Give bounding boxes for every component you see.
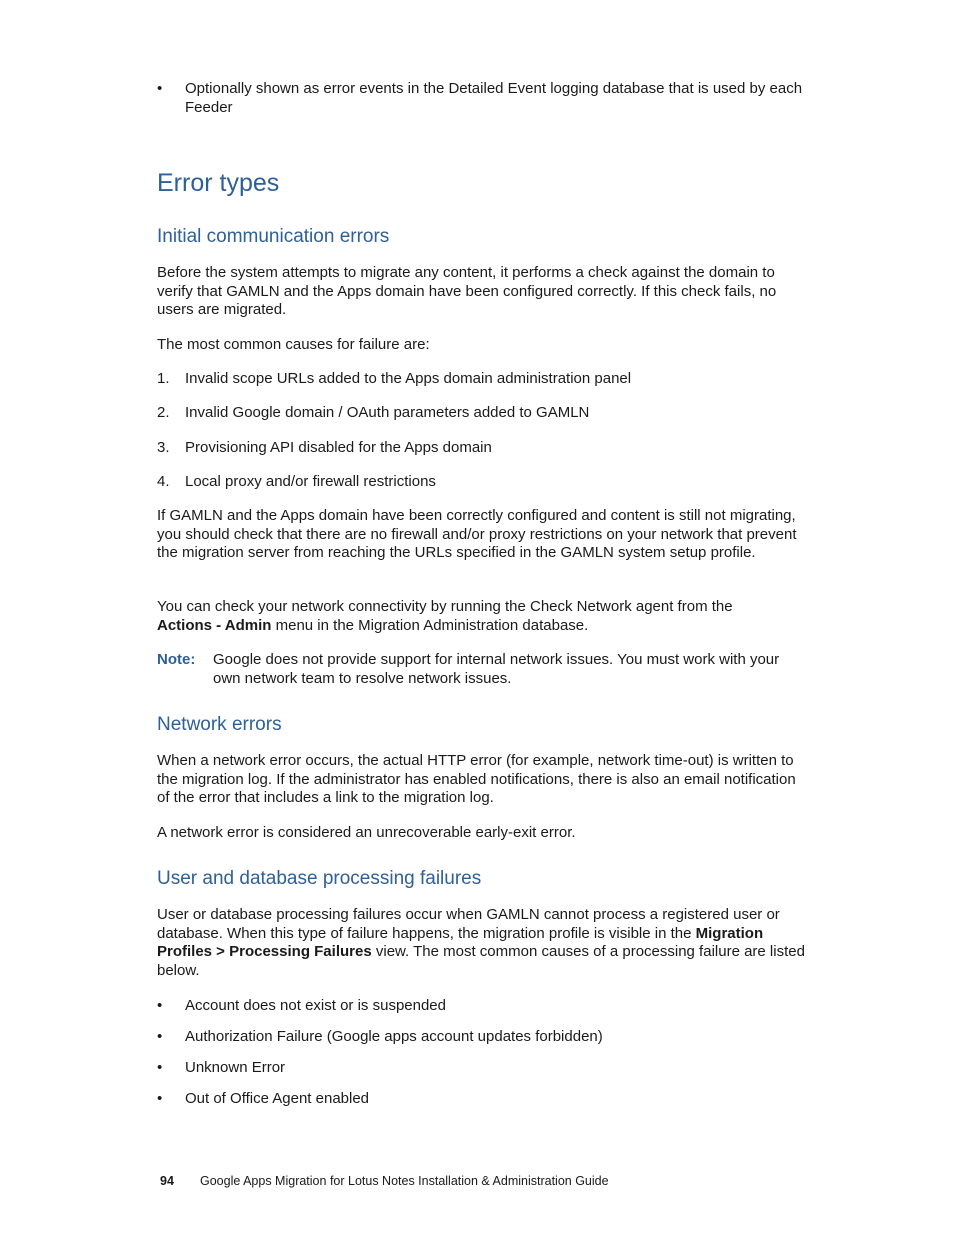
page-number: 94 [160, 1174, 174, 1188]
list-item: Optionally shown as error events in the Detailed Event logging database that is used by each Feeder [185, 80, 803, 116]
bullet-icon: • [157, 997, 163, 1014]
list-number: 1. [157, 370, 170, 387]
list-number: 4. [157, 473, 170, 490]
list-item: Unknown Error [185, 1059, 286, 1076]
processing-text-pre: User or database processing failures occur when GAMLN cannot process a registered user or database. When this type of failure happens, the migration profile is visible in the [157, 906, 780, 942]
page-title: Error types [157, 169, 280, 197]
list-item: Provisioning API disabled for the Apps domain [185, 439, 492, 456]
section-heading-processing-failures: User and database processing failures [157, 868, 482, 889]
section-heading-network-errors: Network errors [157, 714, 282, 735]
paragraph: When a network error occurs, the actual HTTP error (for example, network time-out) is written to the migration log. If the administrator has enabled notifications, there is also an email notification of the error that includes a link to the migration log. [157, 752, 796, 806]
check-text-pre: You can check your network connectivity by running the Check Network agent from the [157, 598, 733, 615]
processing-text-bold: Migration Profiles > Processing Failures [157, 924, 764, 960]
list-item: Invalid Google domain / OAuth parameters added to GAMLN [185, 404, 590, 421]
check-text-post: menu in the Migration Administration database. [271, 616, 589, 634]
list-item: Out of Office Agent enabled [185, 1090, 370, 1107]
paragraph-processing-failures [157, 906, 805, 980]
note-text: Google does not provide support for internal network issues. You must work with your own network team to resolve network issues. [213, 651, 780, 687]
section-heading-initial-communication-errors: Initial communication errors [157, 226, 390, 247]
processing-text-post: view. The most common causes of a processing failure are listed below. [157, 943, 805, 979]
footer-title: Google Apps Migration for Lotus Notes Installation & Administration Guide [200, 1174, 609, 1188]
list-number: 3. [157, 439, 170, 456]
list-item: Invalid scope URLs added to the Apps domain administration panel [185, 370, 632, 387]
list-item: Authorization Failure (Google apps account updates forbidden) [185, 1028, 603, 1045]
paragraph-check-network [157, 598, 805, 635]
paragraph: If GAMLN and the Apps domain have been correctly configured and content is still not migrating, you should check that there are no firewall and/or proxy restrictions on your network that prevent the migration server from reaching the URLs specified in the GAMLN system setup profile. [157, 507, 797, 561]
paragraph: The most common causes for failure are: [157, 336, 430, 353]
list-item: Account does not exist or is suspended [185, 997, 446, 1014]
list-item: Local proxy and/or firewall restrictions [185, 473, 436, 490]
bullet-icon: • [157, 1059, 163, 1076]
check-text-bold: Actions - Admin [157, 616, 272, 634]
list-number: 2. [157, 404, 170, 421]
paragraph: Before the system attempts to migrate any content, it performs a check against the domain to verify that GAMLN and the Apps domain have been configured correctly. If this check fails, no users are migrated. [157, 264, 777, 318]
paragraph: A network error is considered an unrecoverable early-exit error. [157, 824, 576, 841]
bullet-icon: • [157, 1028, 163, 1045]
bullet-icon: • [157, 80, 163, 97]
note-label: Note: [157, 651, 196, 668]
bullet-icon: • [157, 1090, 163, 1107]
